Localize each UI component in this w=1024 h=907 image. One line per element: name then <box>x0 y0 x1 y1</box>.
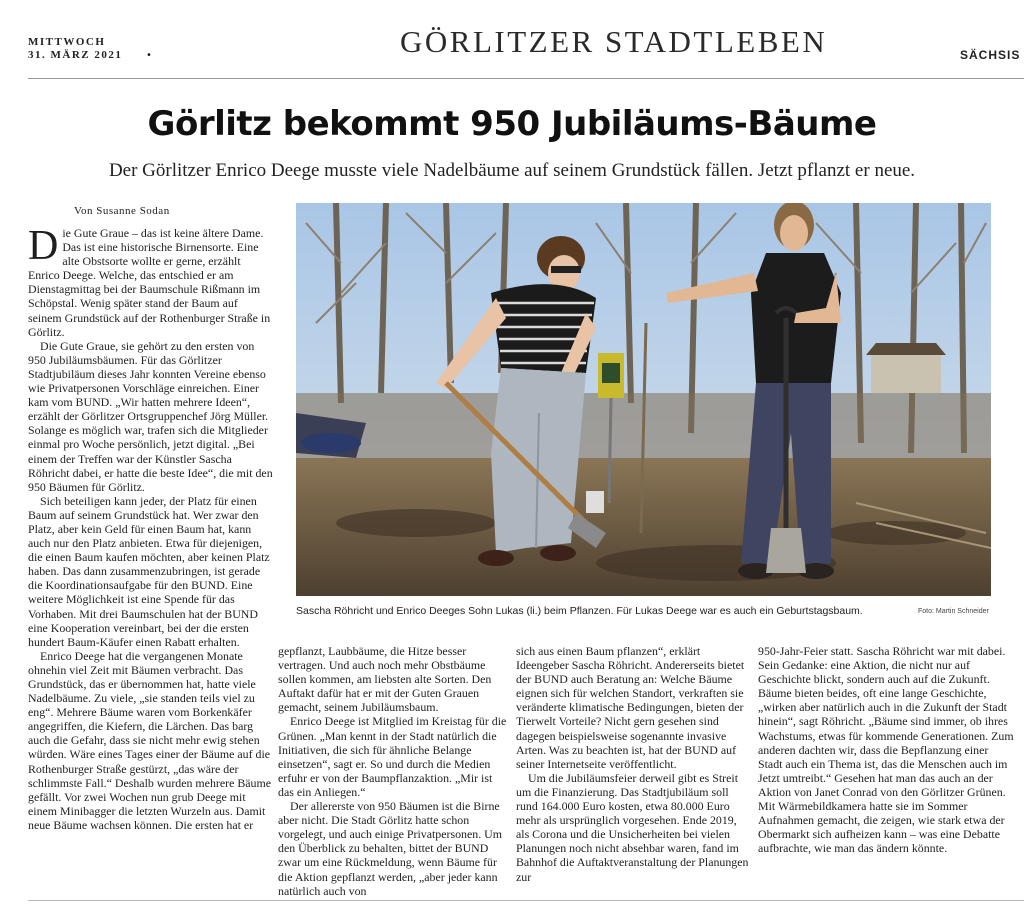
photo-caption: Sascha Röhricht und Enrico Deeges Sohn Lukas (li.) beim Pflanzen. Für Lukas Deege war es auch ein Geburtstagsbaum. <box>296 605 863 617</box>
paragraph: sich aus einen Baum pflanzen“, erklärt Ideengeber Sascha Röhricht. Andererseits bietet der BUND auch Beratung an: Welche Bäume eignen sich für welchen Standort, verkraften sie veränderte klimatische Bedingungen, bieten der Tierwelt Vorteile? Nicht gern gesehen sind dagegen beispielsweise sogenannte invasive Arten. Was zu beachten ist, hat der BUND auf seiner Internetseite veröffentlicht. <box>516 644 745 771</box>
article-photo <box>296 203 991 596</box>
paragraph: 950-Jahr-Feier statt. Sascha Röhricht war mit dabei. Sein Gedanke: eine Aktion, die nicht nur auf Geschichte blickt, sondern auch auf die Zukunft. Bäume bieten beides, oft eine lange Geschichte, „wirken aber natürlich auch in die Zukunft der Stadt hinein“, sagt Röhricht. „Bäume sind immer, ob ihres Wachstums, etwas für kommende Generationen. Zum anderen dachten wir, dass die Bepflanzung einer Stadt auch ein Thema ist, das die Menschen auch im Jetzt umtreibt.“ Gesehen hat man das auch an der Aktion von Janet Conrad von den Görlitzer Grünen. Mit Wärmebildkamera hatte sie im Sommer Aufnahmen gemacht, die zeigen, wie stark etwa der Obermarkt sich aufheizen kann – was eine Debatte aufbrachte, wie man das ändern könnte. <box>758 644 1014 856</box>
issue-date-text: 31. MÄRZ 2021 <box>28 49 123 61</box>
page-bottom-rule <box>28 900 1024 901</box>
issue-weekday: MITTWOCH <box>28 36 106 48</box>
paragraph: Die Gute Graue – das ist keine ältere Dame. Das ist eine historische Birnensorte. Eine alte Obstsorte wollte er gerne, erzählt Enrico Deege. Welche, das entschied er am Dienstagmittag bei der Baumschule Rißmann im Schöpstal. Wenig später stand der Baum auf seinem Grundstück auf der Rothenburger Straße in Görlitz. <box>28 223 271 339</box>
photo-illustration <box>296 203 991 596</box>
photo-credit: Foto: Martin Schneider <box>918 608 989 615</box>
article-subheadline: Der Görlitzer Enrico Deege musste viele Nadelbäume auf seinem Grundstück fällen. Jetzt pflanzt er neue. <box>108 160 916 181</box>
paragraph: Die Gute Graue, sie gehört zu den ersten von 950 Jubiläumsbäumen. Für das Görlitzer Stadtjubiläum dieses Jahr konnten Vereine ebenso wie Privatpersonen Vorschläge einreichen. Einer kam vom BUND. „Wir hatten mehrere Ideen“, erzählt der Görlitzer Ortsgruppenchef Jörg Müller. Solange es möglich war, trafen sich die Mitglieder einmal pro Woche persönlich, jetzt digital. „Bei einem der Treffen war der Künstler Sascha Röhricht dabei, er hatte die beste Idee“, die mit den 950 Bäumen für Görlitz. <box>28 338 273 494</box>
paragraph: gepflanzt, Laubbäume, die Hitze besser vertragen. Und auch noch mehr Obstbäume sollen kommen, am liebsten alte Sorten. Den Auftakt dafür hat er mit der Guten Grauen gemacht, seinem Jubiläumsbaum. <box>278 644 492 715</box>
separator-glyph: • <box>146 50 152 61</box>
masthead <box>0 0 1024 78</box>
adjacent-page-label: SÄCHSIS <box>960 48 1021 62</box>
masthead-rule <box>28 78 1024 79</box>
article-column-1 <box>28 223 274 832</box>
paragraph: Der allererste von 950 Bäumen ist die Birne aber nicht. Die Stadt Görlitz hatte schon vorgelegt, und auch einige Privatpersonen. Um den Überblick zu behalten, bittet der BUND zwar um eine Rückmeldung, wenn Bäume für die Aktion gepflanzt werden, „aber jeder kann natürlich auch von <box>278 799 502 898</box>
article-headline: Görlitz bekommt 950 Jubiläums-Bäume <box>147 104 877 144</box>
article-column-2 <box>278 644 511 898</box>
article-column-3 <box>516 644 750 884</box>
paragraph: Sich beteiligen kann jeder, der Platz für einen Baum auf seinem Grundstück hat. Wer zwar den Platz, aber kein Geld für einen Baum hat, kann auch nur den Platz anbieten. Etwa für diejenigen, die einen Baum kaufen möchten, aber keinen Platz haben. Das dann zusammenzubringen, ist gerade die Koordinationsaufgabe für den BUND. Eine weitere Möglichkeit ist eine Spende für das Vorhaben. Mit drei Baumschulen hat der BUND eine Kooperation vereinbart, bei der die ersten hundert Baum-Käufer einen Rabatt erhalten. <box>28 493 270 649</box>
dropcap: D <box>28 223 59 269</box>
paragraph: Enrico Deege hat die vergangenen Monate ohnehin viel Zeit mit Bäumen verbracht. Das Grundstück, das er übernommen hat, hatte viele Nadelbäume. Zu viele, „sie standen teils viel zu eng“. Mehrere Bäume waren vom Borkenkäfer angegriffen, die Kiefern, die Lärchen. Das barg auch die Gefahr, dass sie nicht mehr ewig stehen würden. Wäre eines Tages einer der Bäume auf die Rothenburger Straße gestürzt, „das wäre der schlimmste Fall.“ Deshalb wurden mehrere Bäume gefällt. Vor zwei Wochen nun grub Deege mit einem Minibagger die letzten Wurzeln aus. Damit neue Bäume wachsen können. Die ersten hat er <box>28 648 272 832</box>
article-column-4 <box>758 644 1014 855</box>
paragraph: Enrico Deege ist Mitglied im Kreistag für die Grünen. „Man kennt in der Stadt natürlich die Initiativen, die sich für ähnliche Belange einsetzen“, sagt er. So und durch die Medien erfuhr er von der Baumpflanzaktion. „Mir ist das ein Anliegen.“ <box>278 714 507 799</box>
paragraph: Um die Jubiläumsfeier derweil gibt es Streit um die Finanzierung. Das Stadtjubiläum soll rund 164.000 Euro kosten, etwa 80.000 Euro mehr als ursprünglich vorgesehen. Ende 2019, als Corona und die Unsicherheiten bei vielen Planungen noch nicht absehbar waren, fand im Bahnhof die Auftaktveranstaltung der Planungen zur <box>516 770 749 884</box>
section-title: GÖRLITZER STADTLEBEN <box>400 24 828 59</box>
article-byline: Von Susanne Sodan <box>74 205 170 217</box>
issue-date <box>28 36 122 62</box>
